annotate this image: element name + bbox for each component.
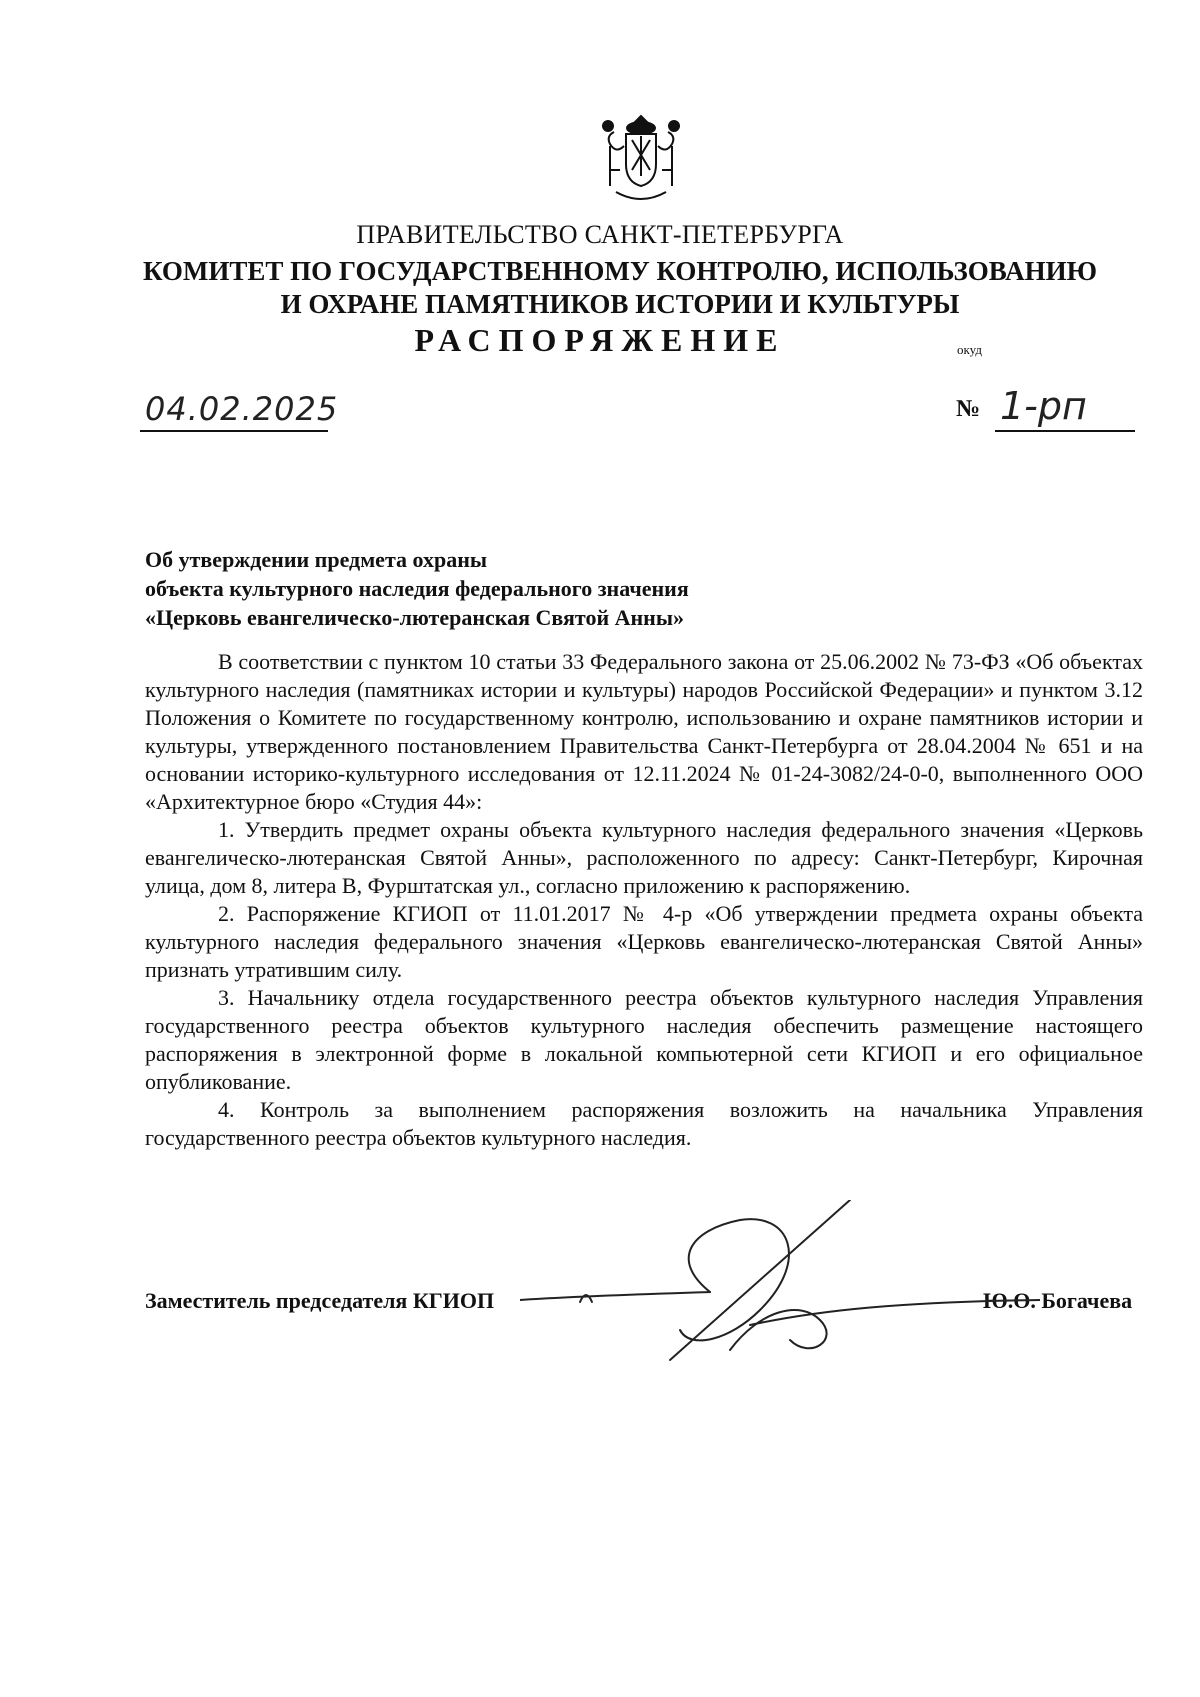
item-1-paragraph: 1. Утвердить предмет охраны объекта культурного наследия федерального значения «Церковь евангелическо-лютеранская Святой Анны», расположенного по адресу: Санкт-Петербург, Кирочная улица, дом 8, литера В, Фурштатская ул., согласно приложению к распоряжению. bbox=[145, 817, 1143, 898]
committee-name bbox=[120, 255, 1120, 321]
handwritten-signature bbox=[520, 1200, 1040, 1370]
item-2-paragraph: 2. Распоряжение КГИОП от 11.01.2017 № 4-р «Об утверждении предмета охраны объекта культурного наследия федерального значения «Церковь евангелическо-лютеранская Святой Анны» признать утратившим силу. bbox=[145, 901, 1143, 982]
signatory-position: Заместитель председателя КГИОП bbox=[145, 1288, 495, 1313]
committee-line-1: КОМИТЕТ ПО ГОСУДАРСТВЕННОМУ КОНТРОЛЮ, ИСПОЛЬЗОВАНИЮ bbox=[143, 256, 1097, 286]
document-type: РАСПОРЯЖЕНИЕ bbox=[414, 322, 786, 358]
document-date: 04.02.2025 bbox=[145, 390, 339, 428]
okud-label: окуд bbox=[957, 342, 982, 357]
item-4-paragraph: 4. Контроль за выполнением распоряжения возложить на начальника Управления государственного реестра объектов культурного наследия. bbox=[145, 1097, 1143, 1150]
preamble-paragraph: В соответствии с пунктом 10 статьи 33 Федерального закона от 25.06.2002 № 73-ФЗ «Об объектах культурного наследия (памятниках истории и культуры) народов Российской Федерации» и пунктом 3.12 Положения о Комитете по государственному контролю, использованию и охране памятников истории и культуры, утвержденного постановлением Правительства Санкт-Петербурга от 28.04.2004 № 651 и на основании историко-культурного исследования от 12.11.2024 № 01-24-3082/24-0-0, выполненного ООО «Архитектурное бюро «Студия 44»: bbox=[145, 649, 1143, 814]
subject-line-2: объекта культурного наследия федерального значения bbox=[145, 576, 689, 601]
date-underline bbox=[140, 430, 328, 432]
document-number: 1-рп bbox=[1000, 384, 1087, 428]
signatory-name: Ю.О. Богачева bbox=[983, 1288, 1133, 1313]
item-3-paragraph: 3. Начальнику отдела государственного реестра объектов культурного наследия Управления государственного реестра объектов культурного наследия обеспечить размещение настоящего распоряжения в электронной форме в локальной компьютерной сети КГИОП и его официальное опубликование. bbox=[145, 985, 1143, 1094]
committee-line-2: И ОХРАНЕ ПАМЯТНИКОВ ИСТОРИИ И КУЛЬТУРЫ bbox=[280, 289, 960, 319]
document-body bbox=[145, 648, 1143, 1152]
subject-line-1: Об утверждении предмета охраны bbox=[145, 547, 488, 572]
number-label: № bbox=[956, 396, 981, 422]
number-underline bbox=[995, 430, 1135, 432]
subject-line-3: «Церковь евангелическо-лютеранская Святой Анны» bbox=[145, 605, 685, 630]
document-subject bbox=[145, 545, 689, 632]
coat-of-arms-icon bbox=[596, 110, 686, 210]
government-name: ПРАВИТЕЛЬСТВО САНКТ-ПЕТЕРБУРГА bbox=[356, 220, 844, 249]
